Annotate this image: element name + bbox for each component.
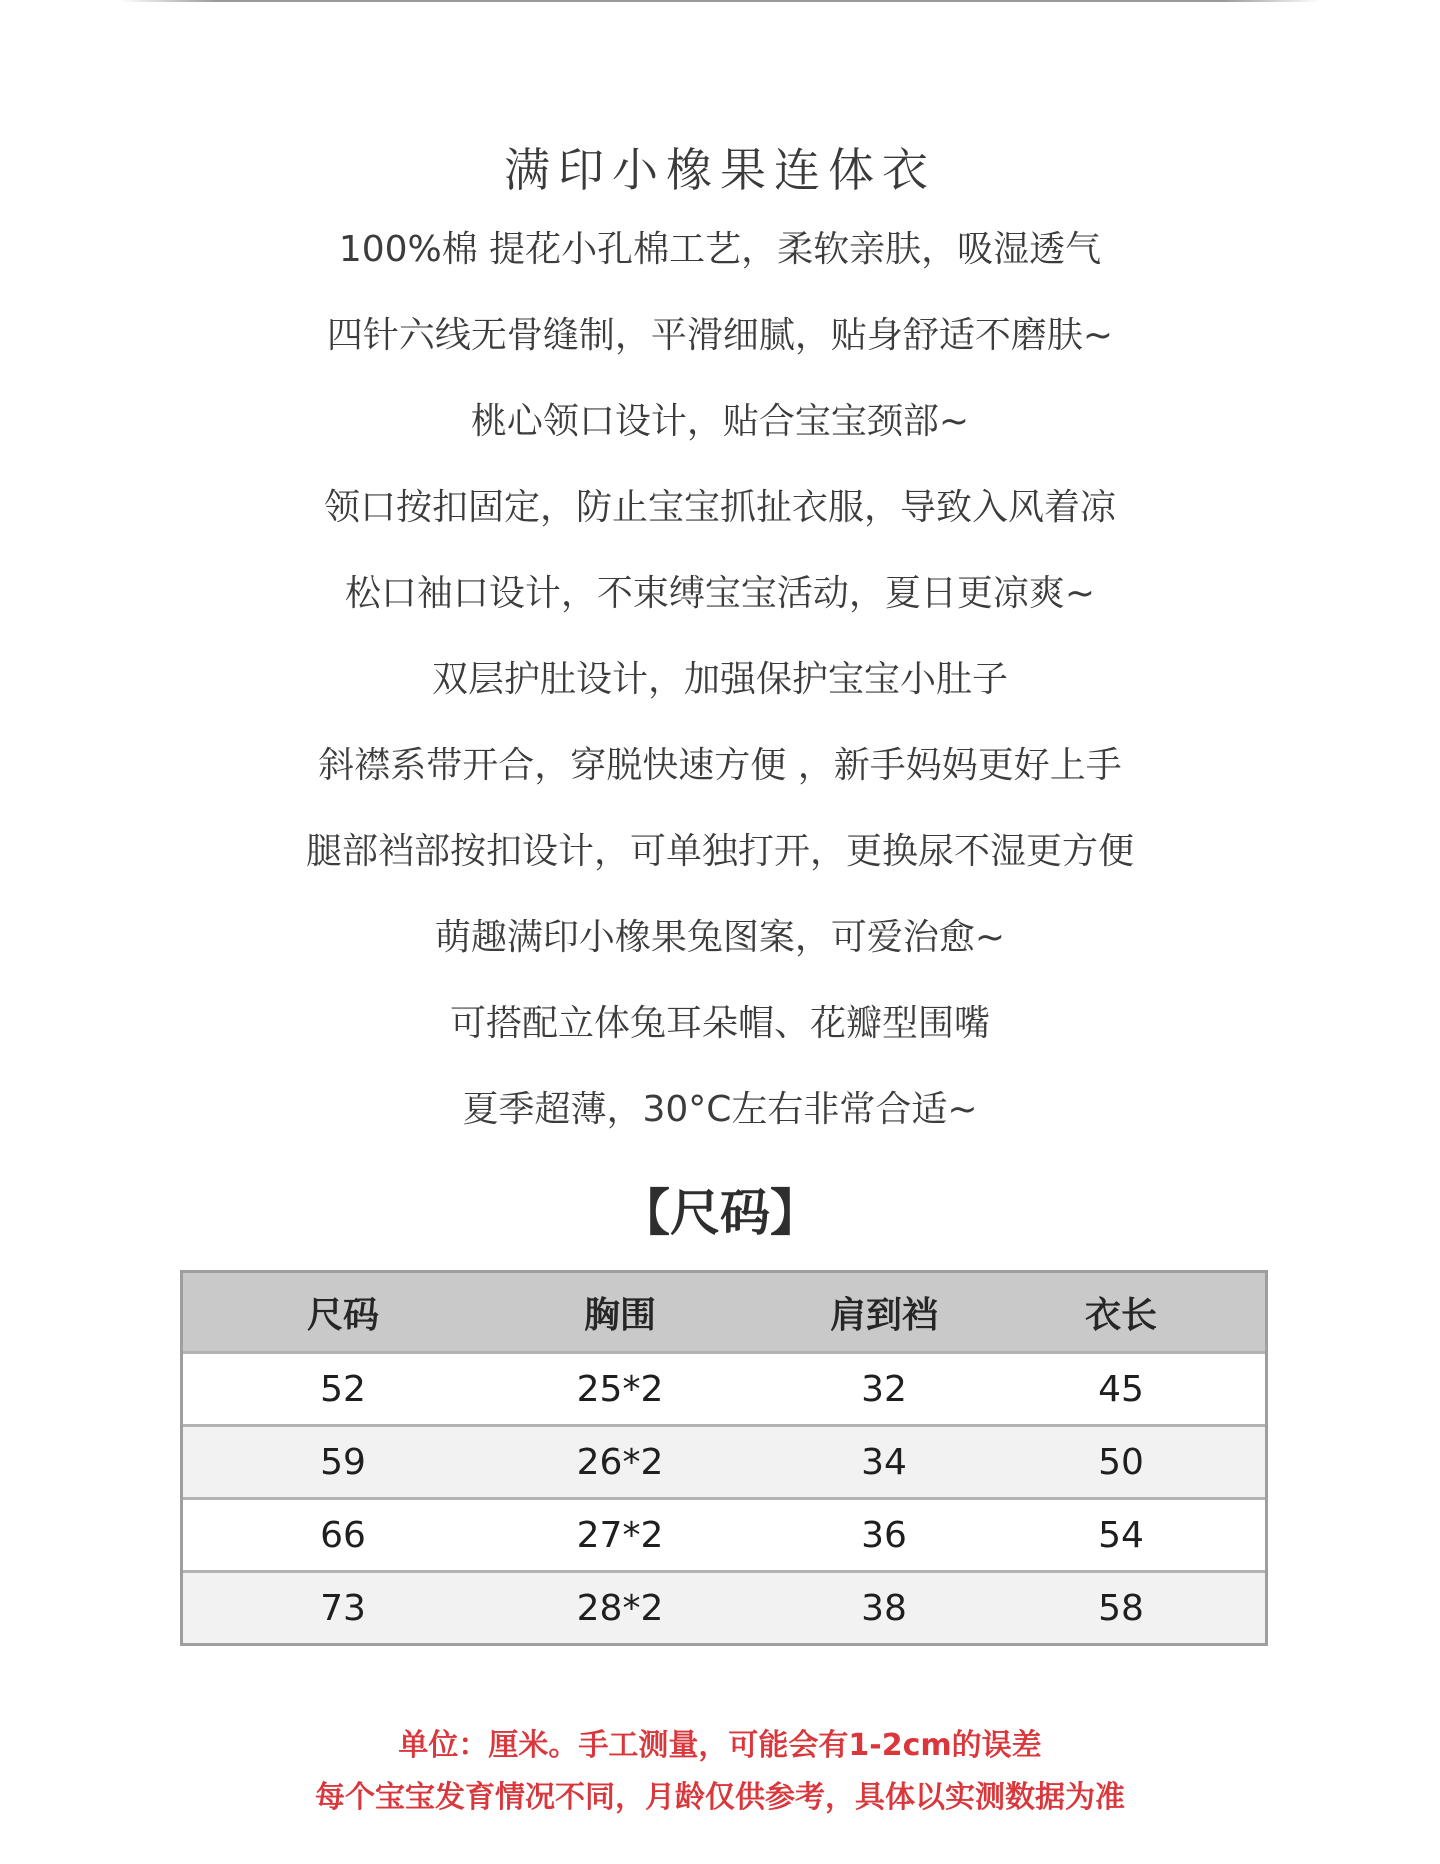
header-shoulder-to-crotch: 肩到裆	[829, 1294, 938, 1336]
cell-size: 59	[320, 1441, 366, 1483]
table-header-row	[183, 1273, 1265, 1351]
size-table	[180, 1270, 1268, 1646]
product-title: 满印小橡果连体衣	[504, 143, 936, 197]
note-age-reference: 每个宝宝发育情况不同，月龄仅供参考，具体以实测数据为准	[315, 1780, 1125, 1815]
cell-length: 45	[1098, 1368, 1144, 1410]
cell-size: 52	[320, 1368, 366, 1410]
cell-chest: 27*2	[576, 1514, 664, 1556]
cell-chest: 28*2	[576, 1587, 664, 1629]
feature-item: 领口按扣固定，防止宝宝抓扯衣服，导致入风着凉	[323, 487, 1116, 528]
feature-item: 双层护肚设计，加强保护宝宝小肚子	[431, 659, 1008, 700]
cell-shoulder-to-crotch: 32	[861, 1368, 907, 1410]
header-size: 尺码	[306, 1294, 379, 1336]
header-length: 衣长	[1084, 1294, 1157, 1336]
cell-shoulder-to-crotch: 34	[861, 1441, 907, 1483]
cell-shoulder-to-crotch: 38	[861, 1587, 907, 1629]
feature-list	[0, 222, 1440, 1168]
cell-length: 50	[1098, 1441, 1144, 1483]
feature-item: 可搭配立体兔耳朵帽、花瓣型围嘴	[449, 1003, 990, 1044]
cell-chest: 26*2	[576, 1441, 664, 1483]
cell-length: 58	[1098, 1587, 1144, 1629]
table-row	[183, 1351, 1265, 1424]
feature-item: 腿部裆部按扣设计，可单独打开，更换尿不湿更方便	[305, 831, 1134, 872]
feature-item: 100%棉 提花小孔棉工艺，柔软亲肤，吸湿透气	[338, 229, 1102, 270]
table-row	[183, 1497, 1265, 1570]
size-section-heading: 【尺码】	[620, 1184, 820, 1242]
feature-item: 松口袖口设计，不束缚宝宝活动，夏日更凉爽~	[344, 573, 1096, 614]
feature-item: 斜襟系带开合，穿脱快速方便 ，新手妈妈更好上手	[318, 745, 1122, 786]
feature-item: 夏季超薄，30°C左右非常合适~	[462, 1089, 978, 1130]
cell-size: 73	[320, 1587, 366, 1629]
cell-size: 66	[320, 1514, 366, 1556]
measurement-notes	[0, 1720, 1440, 1824]
table-row	[183, 1570, 1265, 1643]
top-divider	[120, 0, 1320, 2]
cell-length: 54	[1098, 1514, 1144, 1556]
cell-shoulder-to-crotch: 36	[861, 1514, 907, 1556]
cell-chest: 25*2	[576, 1368, 664, 1410]
header-chest: 胸围	[583, 1294, 656, 1336]
table-row	[183, 1424, 1265, 1497]
note-unit: 单位：厘米。手工测量，可能会有1-2cm的误差	[398, 1728, 1042, 1763]
feature-item: 桃心领口设计，贴合宝宝颈部~	[470, 401, 970, 442]
feature-item: 四针六线无骨缝制，平滑细腻，贴身舒适不磨肤~	[326, 315, 1114, 356]
feature-item: 萌趣满印小橡果兔图案，可爱治愈~	[434, 917, 1006, 958]
